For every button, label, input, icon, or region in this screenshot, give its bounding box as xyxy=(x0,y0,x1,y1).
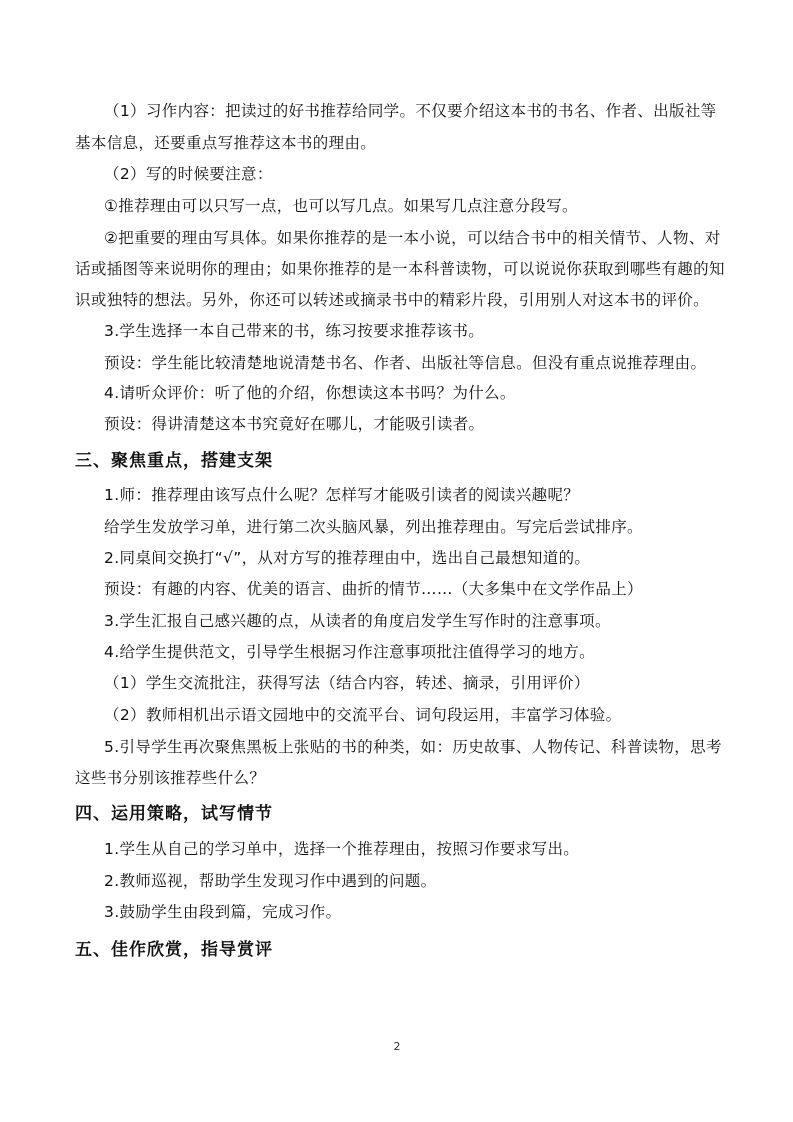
section-heading-5: 五、佳作欣赏，指导赏评 xyxy=(75,940,273,960)
paragraph-line: （1）学生交流批注，获得写法（结合内容，转述、摘录，引用评价） xyxy=(104,674,590,692)
paragraph-line: 给学生发放学习单，进行第二次头脑风暴，列出推荐理由。写完后尝试排序。 xyxy=(104,518,643,536)
paragraph-line: 5.引导学生再次聚焦黑板上张贴的书的种类，如：历史故事、人物传记、科普读物，思考 xyxy=(104,738,722,756)
paragraph-line: 1.师：推荐理由该写点什么呢？怎样写才能吸引读者的阅读兴趣呢？ xyxy=(104,486,580,504)
paragraph-line: 2.教师巡视，帮助学生发现习作中遇到的问题。 xyxy=(104,872,437,890)
paragraph-line: （2）教师相机出示语文园地中的交流平台、词句段运用，丰富学习体验。 xyxy=(104,706,622,724)
paragraph-line: 话或插图等来说明你的理由；如果你推荐的是一本科普读物，可以说说你获取到哪些有趣的知 xyxy=(75,260,725,278)
paragraph-line: 2.同桌间交换打“√”，从对方写的推荐理由中，选出自己最想知道的。 xyxy=(104,549,591,567)
paragraph-line: 3.学生汇报自己感兴趣的点，从读者的角度启发学生写作时的注意事项。 xyxy=(104,612,611,630)
paragraph-line: ②把重要的理由写具体。如果你推荐的是一本小说，可以结合书中的相关情节、人物、对 xyxy=(104,229,721,247)
paragraph-line: （2）写的时候要注意： xyxy=(104,165,273,183)
paragraph-line: 识或独特的想法。另外，你还可以转述或摘录书中的精彩片段，引用别人对这本书的评价。 xyxy=(75,291,710,309)
paragraph-line: 4.给学生提供范文，引导学生根据习作注意事项批注值得学习的地方。 xyxy=(104,643,595,661)
paragraph-line: 预设：得讲清楚这本书究竟好在哪儿，才能吸引读者。 xyxy=(104,415,485,433)
paragraph-line: 预设：学生能比较清楚地说清楚书名、作者、出版社等信息。但没有重点说推荐理由。 xyxy=(104,354,707,372)
paragraph-line: 这些书分别该推荐些什么？ xyxy=(75,769,266,787)
paragraph-line: 基本信息，还要重点写推荐这本书的理由。 xyxy=(75,134,377,152)
paragraph-line: （1）习作内容：把读过的好书推荐给同学。不仅要介绍这本书的书名、作者、出版社等 xyxy=(104,102,717,120)
paragraph-line: 1.学生从自己的学习单中，选择一个推荐理由，按照习作要求写出。 xyxy=(104,840,580,858)
page-number: 2 xyxy=(393,1040,401,1053)
section-heading-3: 三、聚焦重点，搭建支架 xyxy=(75,451,273,471)
paragraph-line: 3.学生选择一本自己带来的书，练习按要求推荐该书。 xyxy=(104,322,485,340)
section-heading-4: 四、运用策略，试写情节 xyxy=(75,804,273,824)
paragraph-line: ①推荐理由可以只写一点，也可以写几点。如果写几点注意分段写。 xyxy=(104,197,578,215)
paragraph-line: 3.鼓励学生由段到篇，完成习作。 xyxy=(104,903,342,921)
paragraph-line: 4.请听众评价：听了他的介绍，你想读这本书吗？为什么。 xyxy=(104,384,516,402)
paragraph-line: 预设：有趣的内容、优美的语言、曲折的情节……（大多集中在文学作品上） xyxy=(104,580,643,598)
